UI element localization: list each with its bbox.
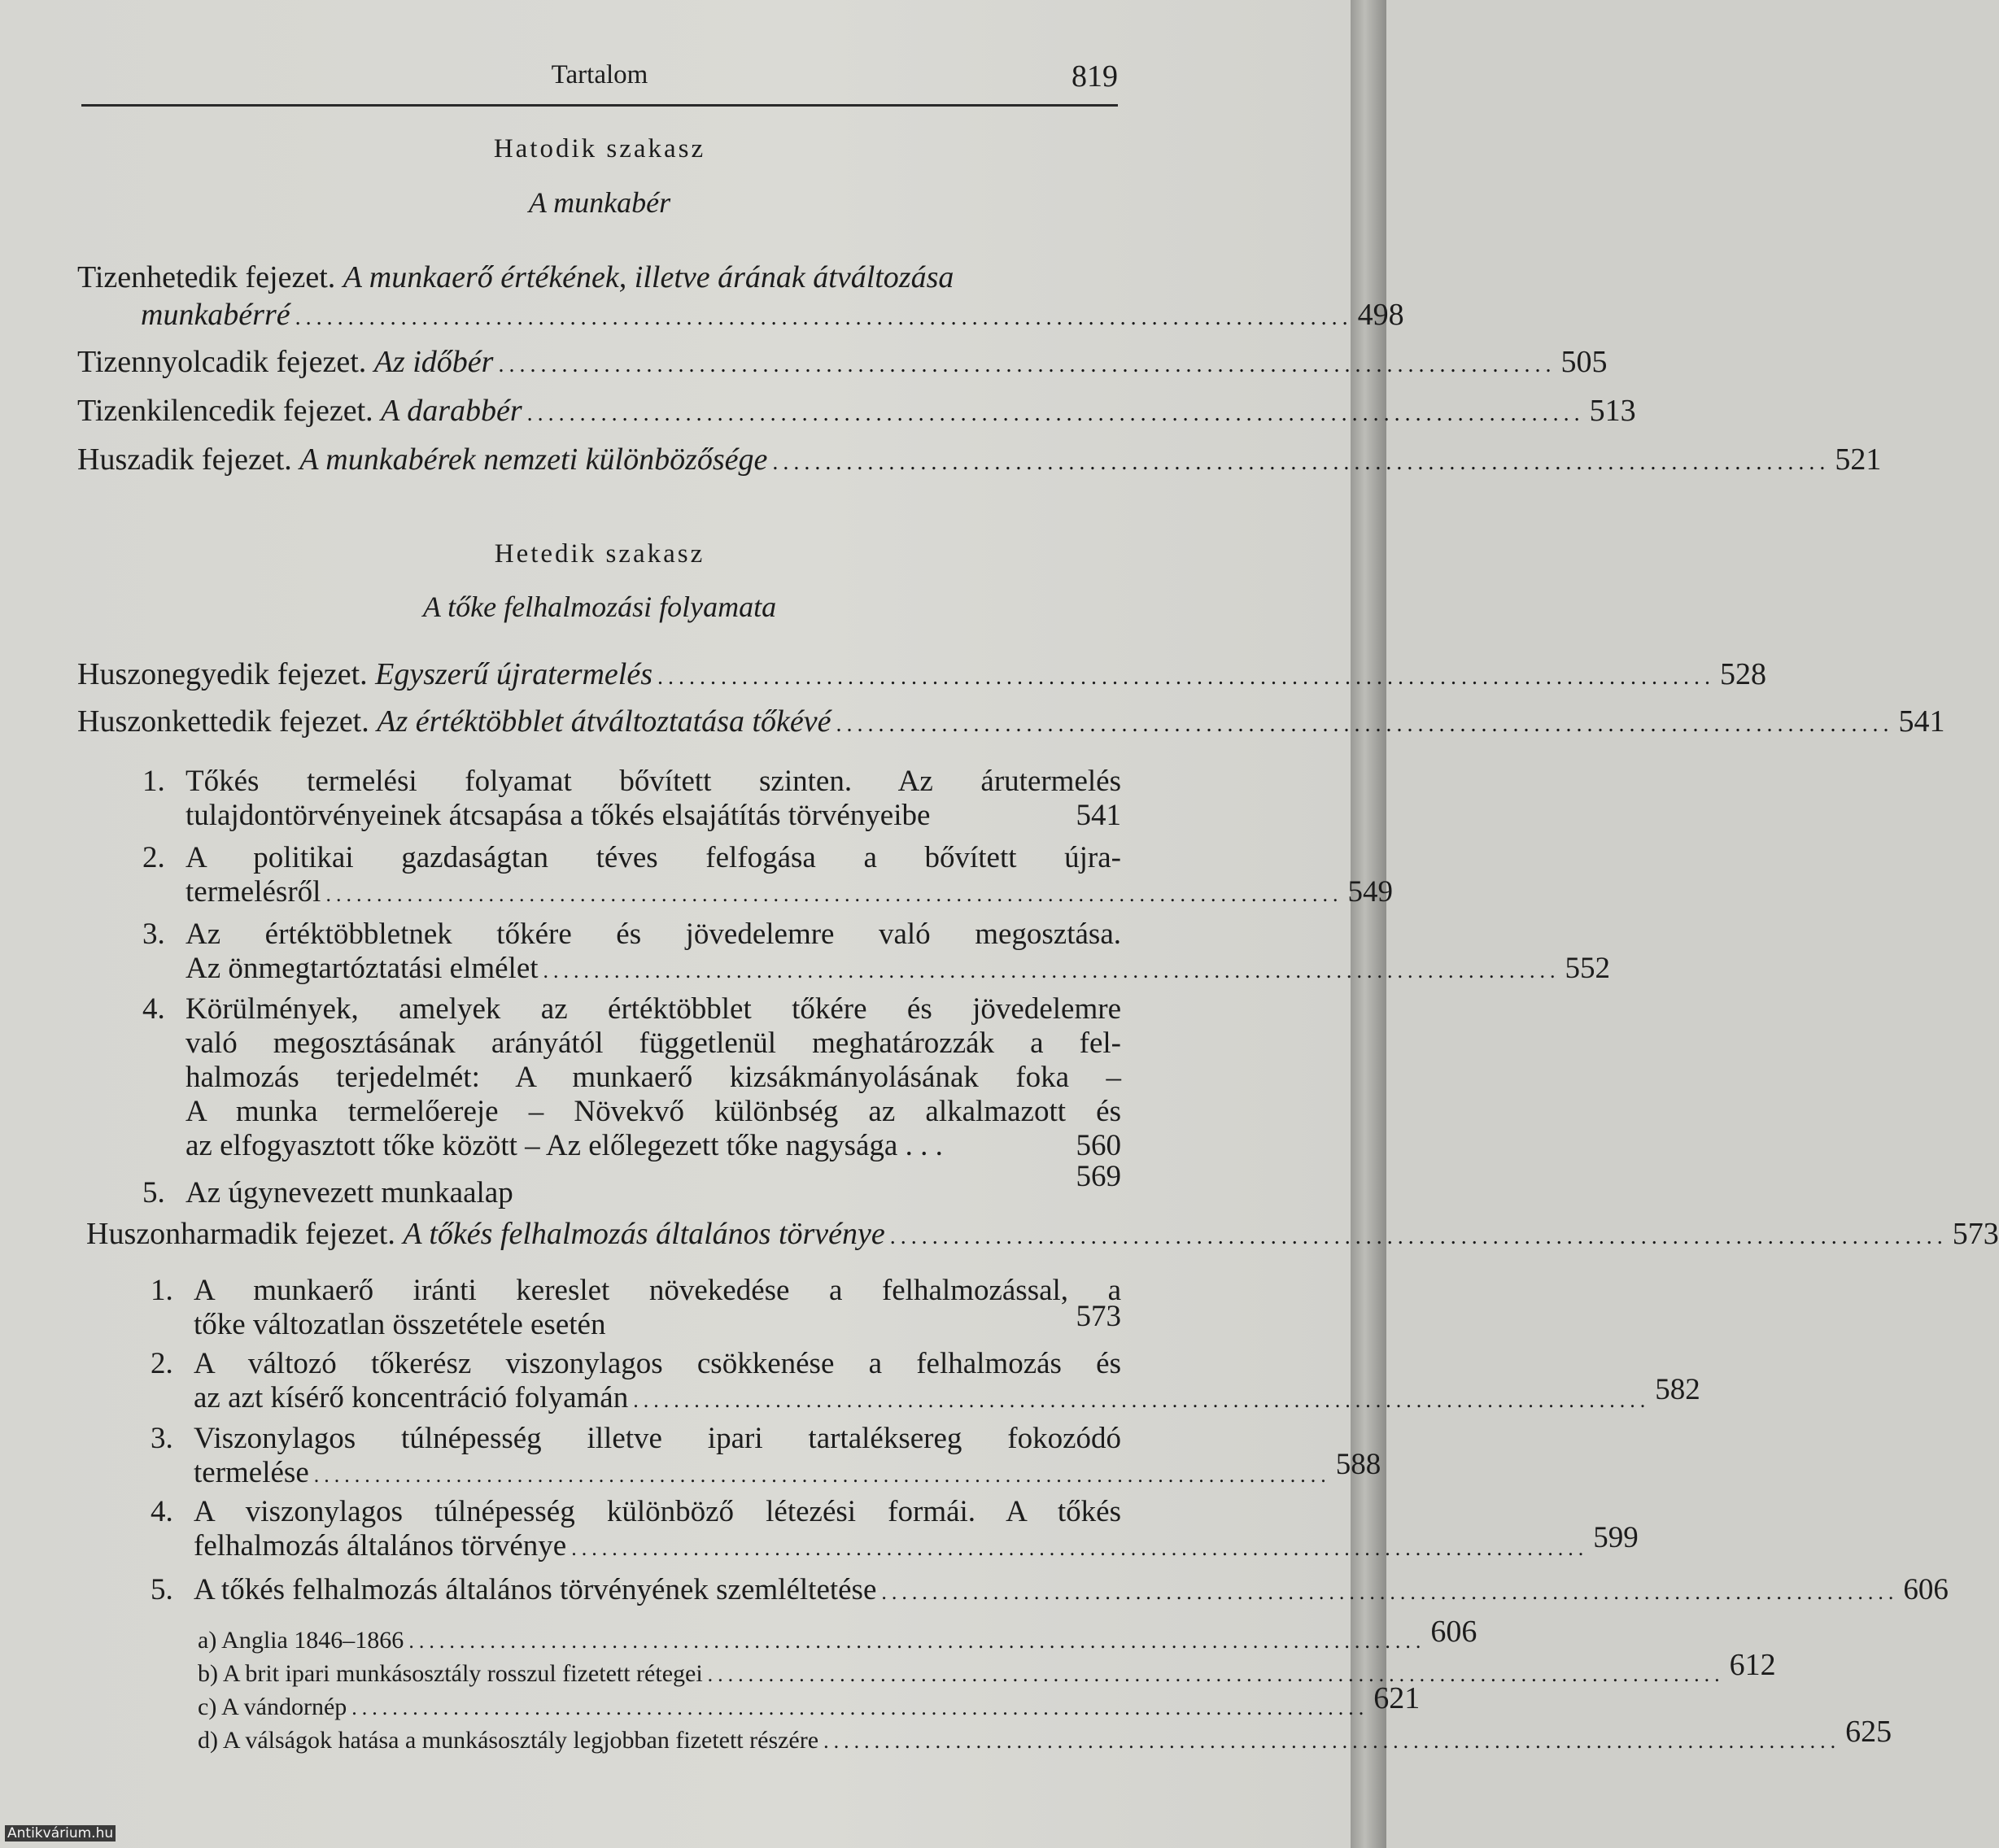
leader-dots: .................................................................................................... xyxy=(571,1536,1589,1560)
toc-subentry[interactable] xyxy=(151,1347,1700,1415)
toc-subitem[interactable] xyxy=(198,1615,1477,1654)
chapter-title: Az időbér xyxy=(373,345,494,379)
item-number: 2. xyxy=(142,841,165,874)
leader-dots: .................................................................................................... xyxy=(295,305,1353,330)
page-ref: 625 xyxy=(1845,1715,1892,1749)
page-number: 819 xyxy=(1072,59,1118,94)
item-text: tulajdontörvényeinek átcsapása a tőkés elsajátítás törvényeibe xyxy=(185,799,931,832)
item-text: A munkaerő iránti kereslet növekedése a felhalmozással, a xyxy=(194,1274,1121,1307)
toc-entry[interactable] xyxy=(77,703,1945,740)
chapter-title: A munkaerő értékének, illetve árának átváltozása xyxy=(343,260,954,294)
toc-subentry[interactable] xyxy=(142,765,1121,833)
section-subtitle: A munkabér xyxy=(528,186,671,219)
item-text: A politikai gazdaságtan téves felfogása a bővített újra- xyxy=(185,841,1121,874)
leader-dots: .................................................................................................... xyxy=(889,1224,1948,1249)
leader-dots: .................................................................................................... xyxy=(836,712,1894,737)
item-text: Viszonylagos túlnépesség illetve ipari tartaléksereg fokozódó xyxy=(194,1422,1121,1455)
item-number: 4. xyxy=(151,1495,173,1528)
leader-dots: .................................................................................................... xyxy=(526,401,1585,426)
item-number: 1. xyxy=(151,1274,173,1307)
item-text: A tőkés felhalmozás általános törvényének szemléltetése xyxy=(194,1573,877,1606)
chapter-label: Huszonegyedik fejezet. xyxy=(77,657,368,691)
leader-dots: .................................................................................................... xyxy=(772,450,1831,475)
toc-entry[interactable] xyxy=(77,441,1882,478)
item-text: felhalmozás általános törvénye xyxy=(194,1529,567,1563)
item-text: Körülmények, amelyek az értéktöbblet tőkére és jövedelemre xyxy=(185,992,1121,1026)
leader-dots: .................................................................................................... xyxy=(543,959,1560,983)
item-text: A változó tőkerész viszonylagos csökkenése a felhalmozás és xyxy=(194,1347,1121,1380)
page-ref: 573 xyxy=(1952,1217,1999,1251)
toc-subitem[interactable] xyxy=(198,1681,1421,1720)
subitem-text: d) A válságok hatása a munkásosztály legjobban fizetett részére xyxy=(198,1727,819,1754)
page-ref: 505 xyxy=(1560,345,1608,379)
section-heading: Hetedik szakasz xyxy=(494,539,705,569)
chapter-label: Huszadik fejezet. xyxy=(77,442,292,477)
toc-subentry[interactable] xyxy=(142,1160,1121,1210)
item-text: termelésről xyxy=(185,875,321,909)
running-head xyxy=(81,57,1118,98)
item-number: 5. xyxy=(142,1176,165,1209)
toc-subentry[interactable] xyxy=(151,1573,1949,1607)
item-text: termelése xyxy=(194,1456,309,1489)
toc-entry[interactable] xyxy=(77,259,1404,333)
item-text: az azt kísérő koncentráció folyamán xyxy=(194,1381,629,1414)
item-text: Az önmegtartóztatási elmélet xyxy=(185,952,539,985)
page-edge xyxy=(1351,0,1386,1848)
toc-entry[interactable] xyxy=(77,392,1636,429)
header-rule xyxy=(81,104,1118,107)
toc-subentry[interactable] xyxy=(142,992,1121,1163)
item-number: 4. xyxy=(142,992,165,1026)
page-ref: 498 xyxy=(1357,298,1404,332)
toc-entry[interactable] xyxy=(77,343,1608,381)
item-text: Az úgynevezett munkaalap xyxy=(185,1176,513,1209)
leader-dots: .................................................................................................... xyxy=(823,1729,1841,1753)
page-ref: 606 xyxy=(1430,1615,1477,1649)
leader-dots: .................................................................................................... xyxy=(325,883,1343,906)
chapter-title: A darabbér xyxy=(381,394,522,428)
item-number: 2. xyxy=(151,1347,173,1380)
leader-dots: .................................................................................................... xyxy=(707,1663,1725,1686)
section-subtitle: A tőke felhalmozási folyamata xyxy=(422,591,777,623)
toc-entry[interactable] xyxy=(77,656,1767,693)
leader-dots: .................................................................................................... xyxy=(408,1629,1426,1653)
running-head-title: Tartalom xyxy=(551,60,648,89)
page-ref: 606 xyxy=(1903,1573,1949,1606)
toc-subitem[interactable] xyxy=(198,1715,1892,1754)
subitem-text: b) A brit ipari munkásosztály rosszul fizetett rétegei xyxy=(198,1660,703,1687)
page-ref: 569 xyxy=(1076,1160,1121,1193)
chapter-label: Tizenhetedik fejezet. xyxy=(77,260,336,294)
chapter-label: Tizennyolcadik fejezet. xyxy=(77,345,367,379)
chapter-title-cont: munkabérré xyxy=(141,298,290,332)
leader-dots: .................................................................................................... xyxy=(313,1463,1331,1487)
page-ref: 549 xyxy=(1347,875,1393,909)
page-ref: 513 xyxy=(1589,394,1636,428)
item-number: 1. xyxy=(142,765,165,798)
chapter-title: Egyszerű újratermelés xyxy=(375,657,653,691)
page-ref: 588 xyxy=(1335,1448,1381,1481)
page-ref: 621 xyxy=(1373,1681,1421,1715)
page-ref: 599 xyxy=(1593,1521,1639,1554)
item-number: 3. xyxy=(151,1422,173,1455)
chapter-label: Tizenkilencedik fejezet. xyxy=(77,394,373,428)
page-ref: 541 xyxy=(1076,799,1121,832)
page-ref: 560 xyxy=(1076,1129,1121,1162)
item-text: A munka termelőereje – Növekvő különbség az alkalmazott és xyxy=(185,1095,1121,1128)
item-text: A viszonylagos túlnépesség különböző létezési formái. A tőkés xyxy=(194,1495,1121,1528)
leader-dots: .................................................................................................... xyxy=(498,352,1556,377)
page-ref: 528 xyxy=(1720,657,1767,691)
item-text: Az értéktöbbletnek tőkére és jövedelemre való megosztása. xyxy=(185,917,1121,951)
section-heading: Hatodik szakasz xyxy=(493,134,706,163)
item-text: Tőkés termelési folyamat bővített szinten. Az árutermelés xyxy=(185,765,1121,798)
item-number: 5. xyxy=(151,1573,173,1606)
leader-dots: .................................................................................................... xyxy=(881,1580,1899,1604)
chapter-title: A munkabérek nemzeti különbözősége xyxy=(299,442,768,477)
watermark: Antikvárium.hu xyxy=(5,1825,116,1841)
toc-subitem[interactable] xyxy=(198,1648,1776,1687)
page-ref: 612 xyxy=(1729,1648,1776,1682)
chapter-title: Az értéktöbblet átváltoztatása tőkévé xyxy=(377,704,831,739)
leader-dots: .................................................................................................... xyxy=(633,1388,1651,1412)
toc-subentry[interactable] xyxy=(151,1495,1639,1563)
item-text: tőke változatlan összetétele esetén xyxy=(194,1308,606,1341)
chapter-label: Huszonkettedik fejezet. xyxy=(77,704,369,739)
page-ref: 552 xyxy=(1565,952,1611,985)
subitem-text: a) Anglia 1846–1866 xyxy=(198,1627,404,1654)
item-number: 3. xyxy=(142,917,165,951)
toc-subentry[interactable] xyxy=(142,917,1611,986)
item-text: való megosztásának arányától függetlenül meghatározzák a fel- xyxy=(185,1026,1121,1060)
page-ref: 582 xyxy=(1655,1373,1700,1406)
item-text: halmozás terjedelmét: A munkaerő kizsákmányolásának foka – xyxy=(185,1061,1121,1094)
toc-subentry[interactable] xyxy=(151,1274,1121,1342)
item-text: az elfogyasztott tőke között – Az előlegezett tőke nagysága . . . xyxy=(185,1129,943,1162)
page-ref: 541 xyxy=(1898,704,1945,739)
subitem-text: c) A vándornép xyxy=(198,1693,347,1720)
leader-dots: .................................................................................................... xyxy=(657,665,1716,690)
chapter-title: A tőkés felhalmozás általános törvénye xyxy=(403,1217,885,1251)
toc-subentry[interactable] xyxy=(142,841,1393,909)
page-ref: 573 xyxy=(1076,1300,1121,1333)
leader-dots: .................................................................................................... xyxy=(351,1696,1369,1719)
page-ref: 521 xyxy=(1835,442,1882,477)
toc-subentry[interactable] xyxy=(151,1422,1381,1490)
chapter-label: Huszonharmadik fejezet. xyxy=(86,1217,395,1251)
toc-entry[interactable] xyxy=(86,1215,1999,1253)
